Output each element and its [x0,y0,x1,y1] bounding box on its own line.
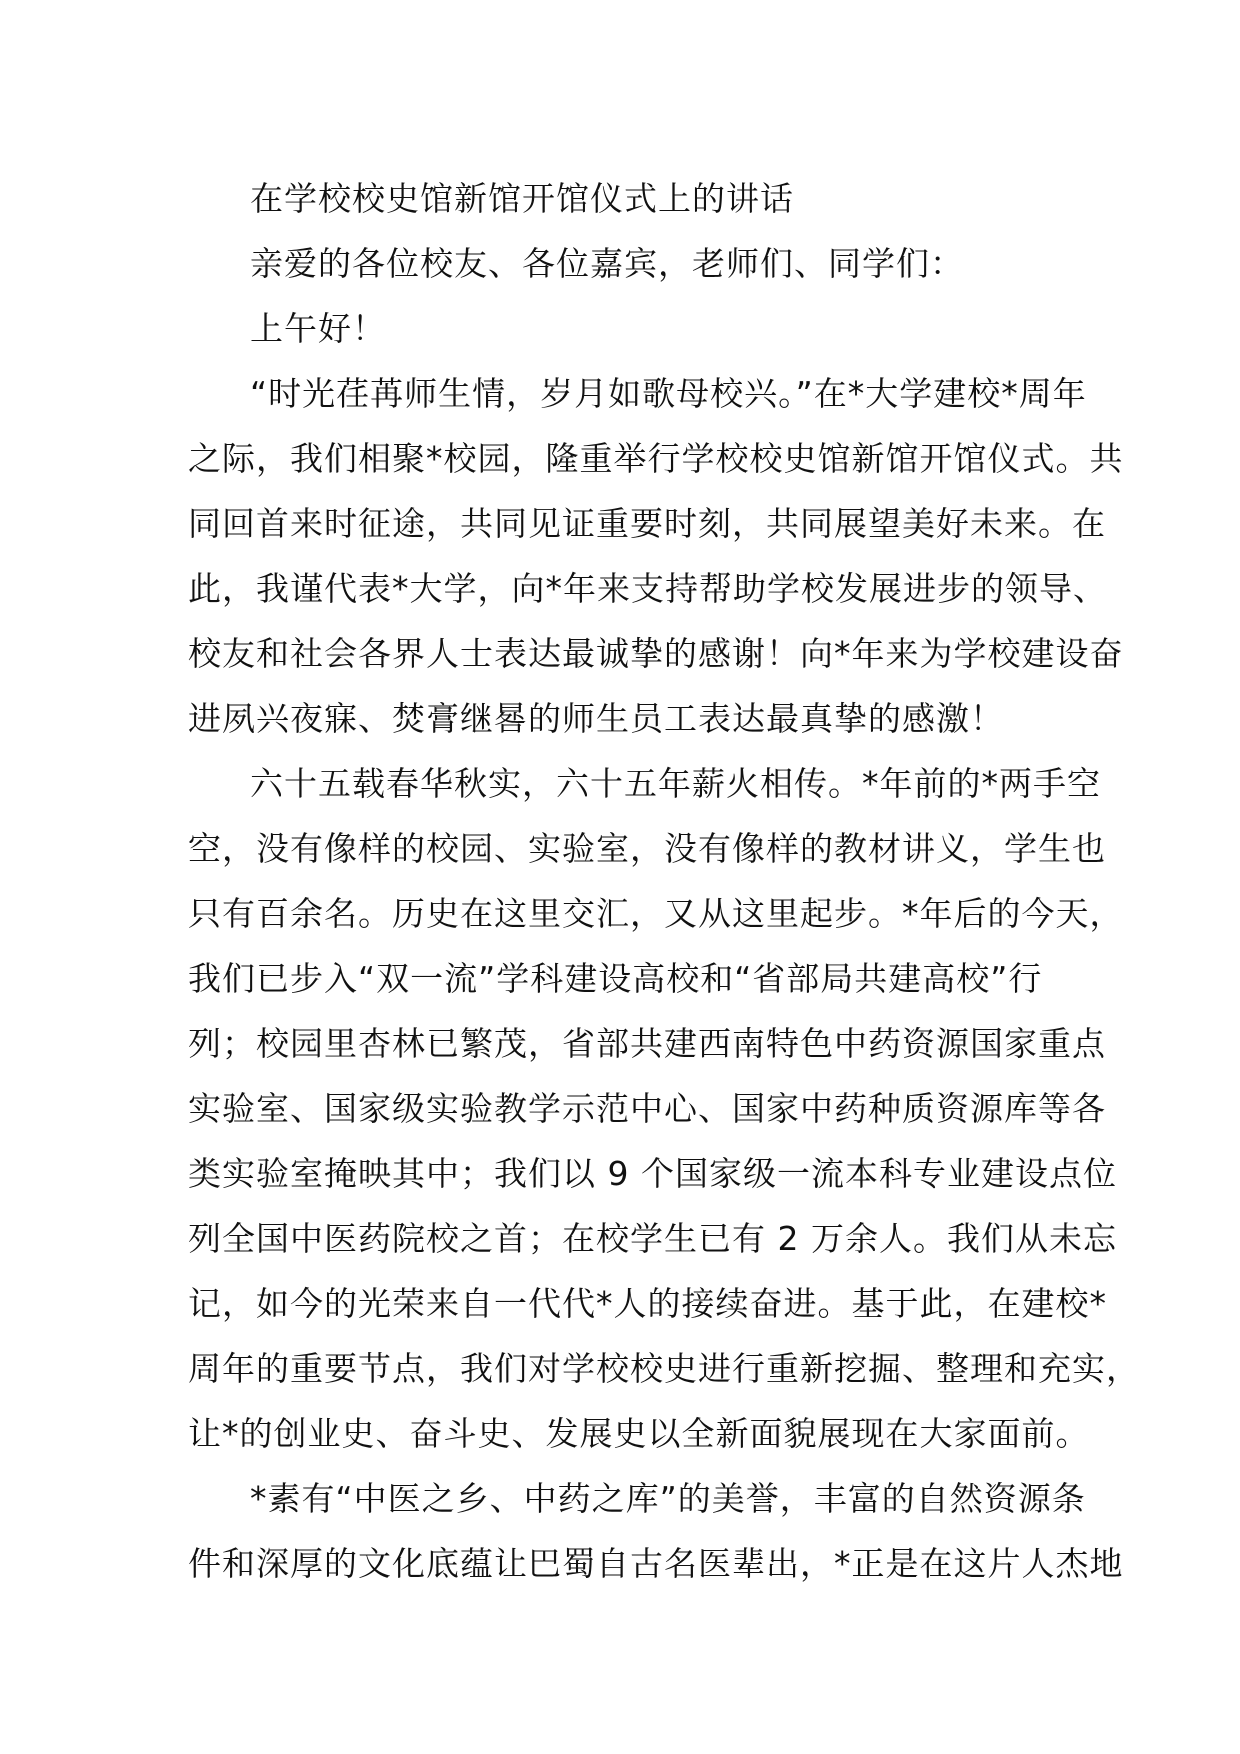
paragraph-line: 六十五载春华秋实，六十五年薪火相传。*年前的*两手空 [250,764,1101,803]
greeting: 上午好！ [250,309,386,348]
paragraph-line: 实验室、国家级实验教学示范中心、国家中药种质资源库等各 [188,1089,1106,1128]
document-body [188,166,1140,1596]
paragraph-line: 列全国中医药院校之首；在校学生已有 2 万余人。我们从未忘 [188,1219,1117,1258]
paragraph-line: 让*的创业史、奋斗史、发展史以全新面貌展现在大家面前。 [188,1414,1090,1453]
paragraph-line: 之际，我们相聚*校园，隆重举行学校校史馆新馆开馆仪式。共 [188,439,1124,478]
paragraph-line: 空，没有像样的校园、实验室，没有像样的教材讲义，学生也 [188,829,1106,868]
salutation: 亲爱的各位校友、各位嘉宾，老师们、同学们： [250,244,964,283]
paragraph-line: 只有百余名。历史在这里交汇，又从这里起步。*年后的今天， [188,894,1124,933]
paragraph-line: 此，我谨代表*大学，向*年来支持帮助学校发展进步的领导、 [188,569,1107,608]
paragraph-line: *素有“中医之乡、中药之库”的美誉，丰富的自然资源条 [250,1479,1086,1518]
paragraph-line: 我们已步入“双一流”学科建设高校和“省部局共建高校”行 [188,959,1043,998]
paragraph-2 [188,751,1140,1466]
paragraph-line: 周年的重要节点，我们对学校校史进行重新挖掘、整理和充实， [188,1349,1140,1388]
paragraph-line: 进夙兴夜寐、焚膏继晷的师生员工表达最真挚的感激！ [188,699,1004,738]
paragraph-line: 校友和社会各界人士表达最诚挚的感谢！向*年来为学校建设奋 [188,634,1124,673]
paragraph-line: 记，如今的光荣来自一代代*人的接续奋进。基于此，在建校* [188,1284,1107,1323]
paragraph-3 [188,1466,1124,1596]
speech-title: 在学校校史馆新馆开馆仪式上的讲话 [250,179,794,218]
paragraph-1 [188,361,1124,751]
paragraph-line: “时光荏苒师生情，岁月如歌母校兴。”在*大学建校*周年 [250,374,1087,413]
paragraph-line: 同回首来时征途，共同见证重要时刻，共同展望美好未来。在 [188,504,1106,543]
paragraph-line: 类实验室掩映其中；我们以 9 个国家级一流本科专业建设点位 [188,1154,1117,1193]
paragraph-line: 列；校园里杏林已繁茂，省部共建西南特色中药资源国家重点 [188,1024,1106,1063]
paragraph-line: 件和深厚的文化底蕴让巴蜀自古名医辈出，*正是在这片人杰地 [188,1544,1124,1583]
